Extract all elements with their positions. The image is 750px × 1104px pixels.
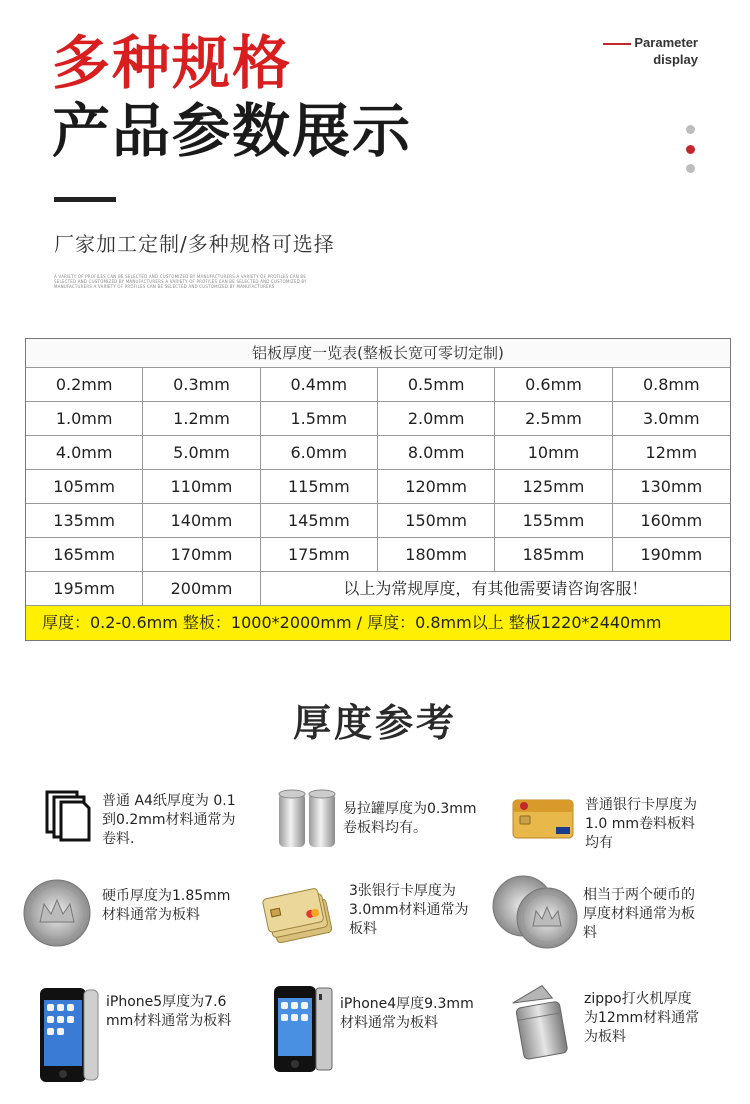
ref-line: 普通 A4纸厚度为 0.1 [102,793,236,809]
table-note: 以上为常规厚度，有其他需要请咨询客服！ [343,579,648,598]
ref-line: iPhone4厚度9.3mm [340,996,474,1012]
ref-line: 到0.2mm材料通常为 [102,812,236,828]
table-cell: 200mm [143,572,260,605]
lighter-icon [508,978,578,1062]
table-cell: 145mm [261,504,378,537]
table-cell: 105mm [26,470,143,503]
ref-line: 易拉罐厚度为0.3mm [343,801,477,817]
ref-line: iPhone5厚度为7.6 [106,994,227,1010]
ref-line: 厚度材料通常为板 [583,906,695,922]
ref-item-6 [583,886,695,943]
table-cell: 0.2mm [26,368,143,401]
table-cell: 140mm [143,504,260,537]
divider-bar [54,197,116,202]
table-cell: 1.5mm [261,402,378,435]
table-cell: 12mm [645,443,698,462]
table-row [26,572,730,606]
table-cell: 190mm [640,545,703,564]
ref-line: 材料通常为板料 [340,1015,438,1031]
cards-stack-icon [262,882,338,946]
table-cell: 125mm [495,470,612,503]
table-cell: 1.0mm [26,402,143,435]
dot-indicator-2 [686,145,695,154]
ref-line: 卷料. [102,831,135,847]
fine-print: A VARIETY OF PROFILES CAN BE SELECTED AND CUSTOMIZED BY MANUFACTURERS A VARIETY OF PROFILES CAN BE SELECTED AND CUSTOMIZED BY MANUFACTURERS A VARIETY OF PROFILES CAN BE SELECTED AND CUSTOMIZED BY MANUFACTURERS A VARIETY OF PROFILES CAN BE SELECTED AND CUSTOMIZED BY MANUFACTURERS [54,274,307,290]
ref-line: 普通银行卡厚度为 [585,797,697,813]
table-cell: 180mm [378,538,495,571]
can-icon [275,785,341,851]
table-cell: 170mm [143,538,260,571]
ref-line: 3.0mm材料通常为 [349,902,469,918]
ref-line: 1.0 mm卷料板料 [585,816,695,832]
table-cell: 165mm [26,538,143,571]
table-row [26,504,730,538]
red-rule [603,43,631,45]
ref-line: 料 [583,925,597,941]
bank-card-icon [510,794,576,844]
table-cell: 175mm [261,538,378,571]
ref-line: 为12mm材料通常 [584,1010,700,1026]
ref-item-2 [343,800,477,838]
ref-item-4 [102,887,230,925]
paper-icon [44,790,94,844]
ref-line: zippo打火机厚度 [584,991,692,1007]
table-cell: 195mm [26,572,143,605]
table-cell: 5.0mm [143,436,260,469]
table-cell: 1.2mm [143,402,260,435]
table-cell: 150mm [378,504,495,537]
title-red: 多种规格 [52,29,293,97]
ref-item-8 [340,995,474,1033]
table-cell: 120mm [378,470,495,503]
reference-title: 厚度参考 [292,701,457,745]
table-cell: 0.8mm [642,375,700,394]
thickness-table [25,338,731,641]
param-line-2: display [653,52,698,67]
ref-line: 3张银行卡厚度为 [349,883,456,899]
iphone4-icon [272,984,338,1074]
dot-indicator-3 [686,164,695,173]
table-cell: 135mm [26,504,143,537]
ref-item-9 [584,990,699,1047]
table-row [26,368,730,402]
table-cell: 3.0mm [642,409,700,428]
dot-indicator-1 [686,125,695,134]
two-coins-icon [491,874,581,950]
ref-line: mm材料通常为板料 [106,1013,232,1029]
table-cell: 0.5mm [378,368,495,401]
table-row [26,436,730,470]
table-cell: 115mm [261,470,378,503]
ref-item-5 [349,882,469,939]
table-cell: 155mm [495,504,612,537]
ref-line: 硬币厚度为1.85mm [102,888,231,904]
table-cell: 10mm [495,436,612,469]
size-highlight-bar: 厚度：0.2-0.6mm 整板：1000*2000mm / 厚度：0.8mm以上 整板1220*2440mm [26,606,730,640]
ref-item-3 [585,796,697,853]
ref-line: 相当于两个硬币的 [583,887,695,903]
ref-item-7 [106,993,231,1031]
subtitle: 厂家加工定制/多种规格可选择 [54,232,335,256]
table-row [26,470,730,504]
table-cell: 110mm [143,470,260,503]
table-cell: 0.3mm [143,368,260,401]
title-black: 产品参数展示 [52,97,413,165]
ref-line: 卷板料均有。 [343,820,427,836]
table-cell: 0.4mm [261,368,378,401]
ref-line: 板料 [349,921,377,937]
param-line-1: Parameter [634,35,698,50]
coin-icon [22,878,92,948]
table-cell: 8.0mm [378,436,495,469]
table-cell: 160mm [640,511,703,530]
table-cell: 2.5mm [495,402,612,435]
table-cell: 0.6mm [495,368,612,401]
ref-line: 均有 [585,835,613,851]
parameter-display-label [603,34,698,68]
ref-line: 为板料 [584,1029,626,1045]
table-cell: 4.0mm [26,436,143,469]
ref-item-1 [102,792,236,849]
table-cell: 130mm [640,477,703,496]
iphone5-icon [38,986,102,1084]
table-cell: 6.0mm [261,436,378,469]
ref-line: 材料通常为板料 [102,907,200,923]
table-row [26,538,730,572]
table-cell: 185mm [495,538,612,571]
table-cell: 2.0mm [378,402,495,435]
table-row [26,402,730,436]
table-title: 铝板厚度一览表(整板长宽可零切定制) [26,339,730,368]
